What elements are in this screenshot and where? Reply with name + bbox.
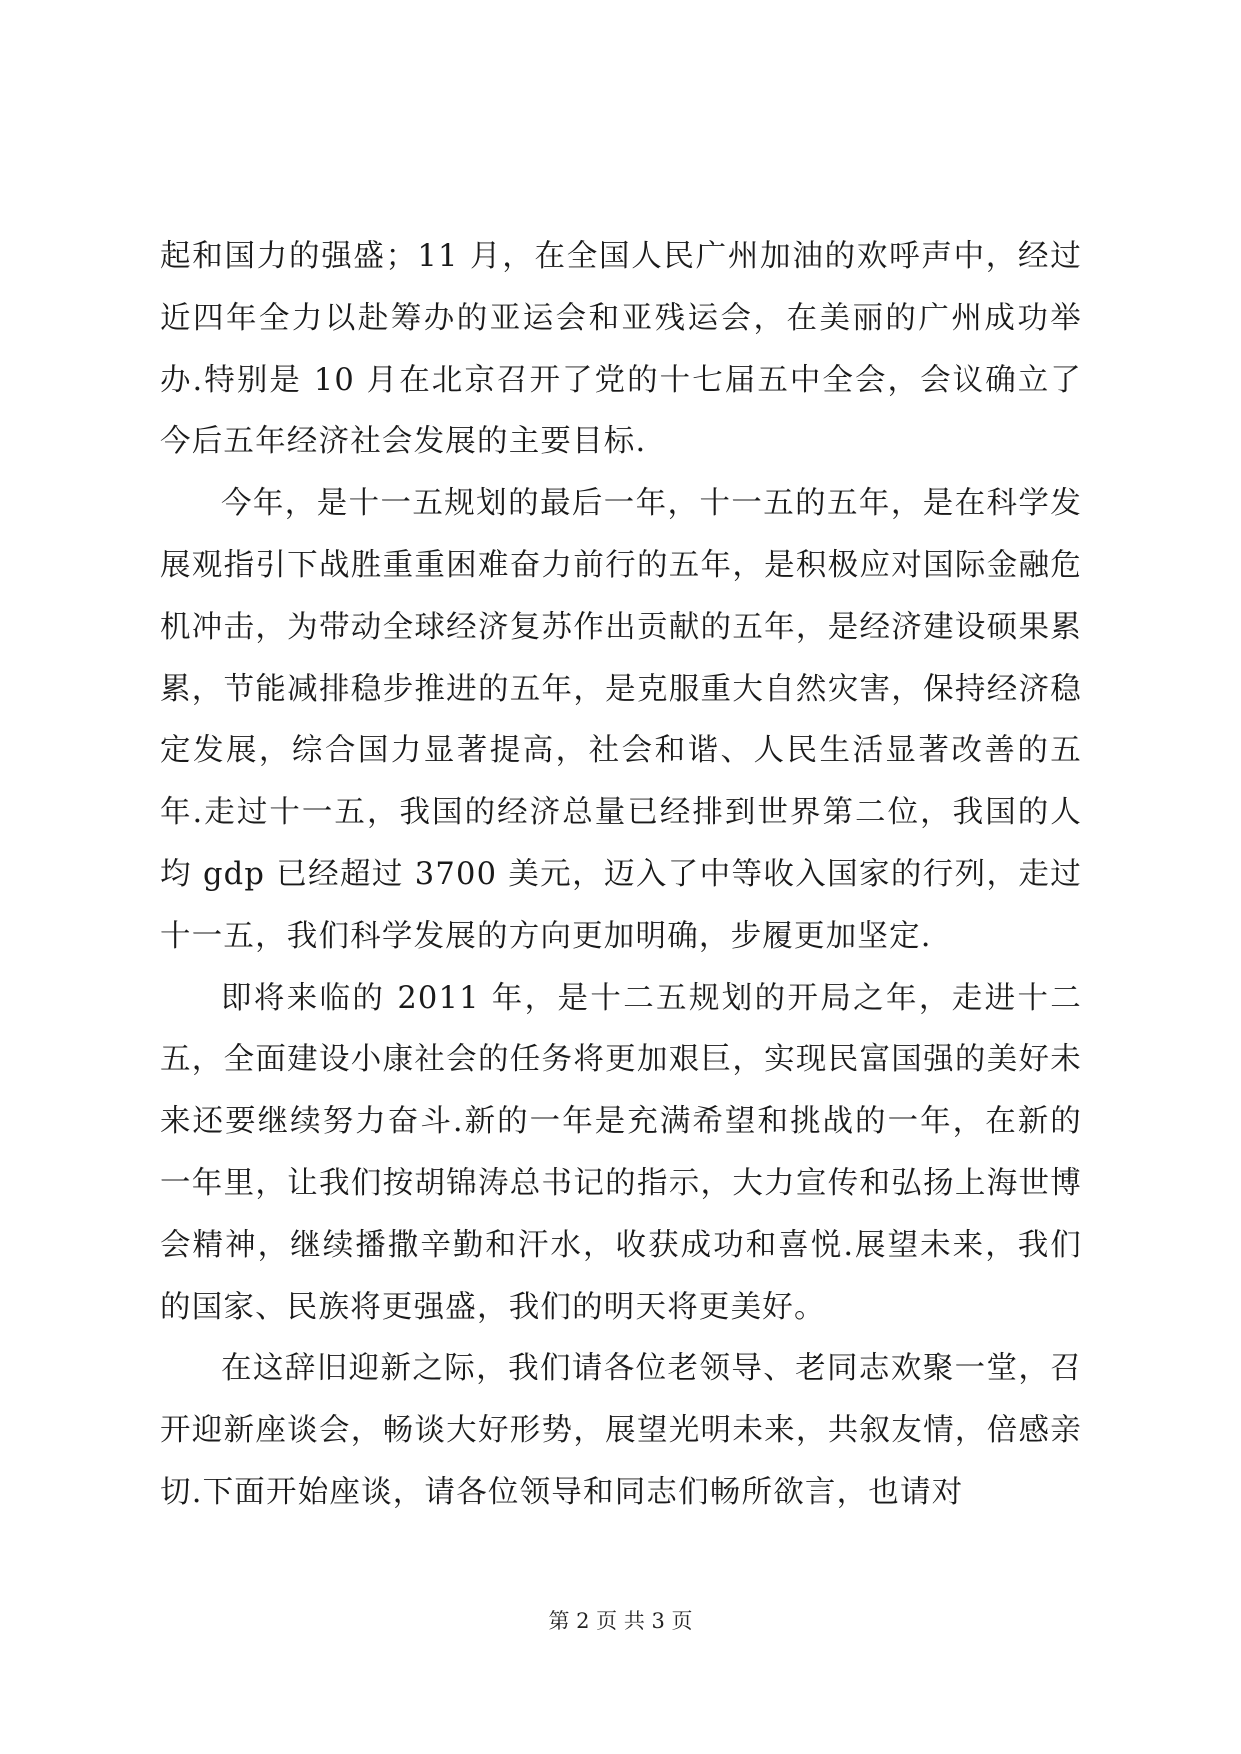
paragraph-2011-outlook: 即将来临的 2011 年，是十二五规划的开局之年，走进十二五，全面建设小康社会的任务将更加艰巨，实现民富国强的美好未来还要继续努力奋斗.新的一年是充满希望和挑战的一年，在新的一年里，让我们按胡锦涛总书记的指示，大力宣传和弘扬上海世博会精神，继续播撒辛勤和汗水，收获成功和喜悦.展望未来，我们的国家、民族将更强盛，我们的明天将更美好。 [160, 980, 1082, 1325]
document-body [160, 226, 1082, 1524]
paragraph-continued: 起和国力的强盛；11 月，在全国人民广州加油的欢呼声中，经过近四年全力以赴筹办的亚运会和亚残运会，在美丽的广州成功举办.特别是 10 月在北京召开了党的十七届五中全会，会议确立了今后五年经济社会发展的主要目标. [160, 239, 1082, 460]
paragraph-symposium: 在这辞旧迎新之际，我们请各位老领导、老同志欢聚一堂，召开迎新座谈会，畅谈大好形势，展望光明未来，共叙友情，倍感亲切.下面开始座谈，请各位领导和同志们畅所欲言，也请对 [160, 1351, 1082, 1510]
page-number-footer: 第 2 页 共 3 页 [548, 1609, 693, 1633]
paragraph-eleventh-five-year: 今年，是十一五规划的最后一年，十一五的五年，是在科学发展观指引下战胜重重困难奋力前行的五年，是积极应对国际金融危机冲击，为带动全球经济复苏作出贡献的五年，是经济建设硕果累累，节能减排稳步推进的五年，是克服重大自然灾害，保持经济稳定发展，综合国力显著提高，社会和谐、人民生活显著改善的五年.走过十一五，我国的经济总量已经排到世界第二位，我国的人均 gdp 已经超过 3700 美元，迈入了中等收入国家的行列，走过十一五，我们科学发展的方向更加明确，步履更加坚定. [160, 486, 1082, 954]
